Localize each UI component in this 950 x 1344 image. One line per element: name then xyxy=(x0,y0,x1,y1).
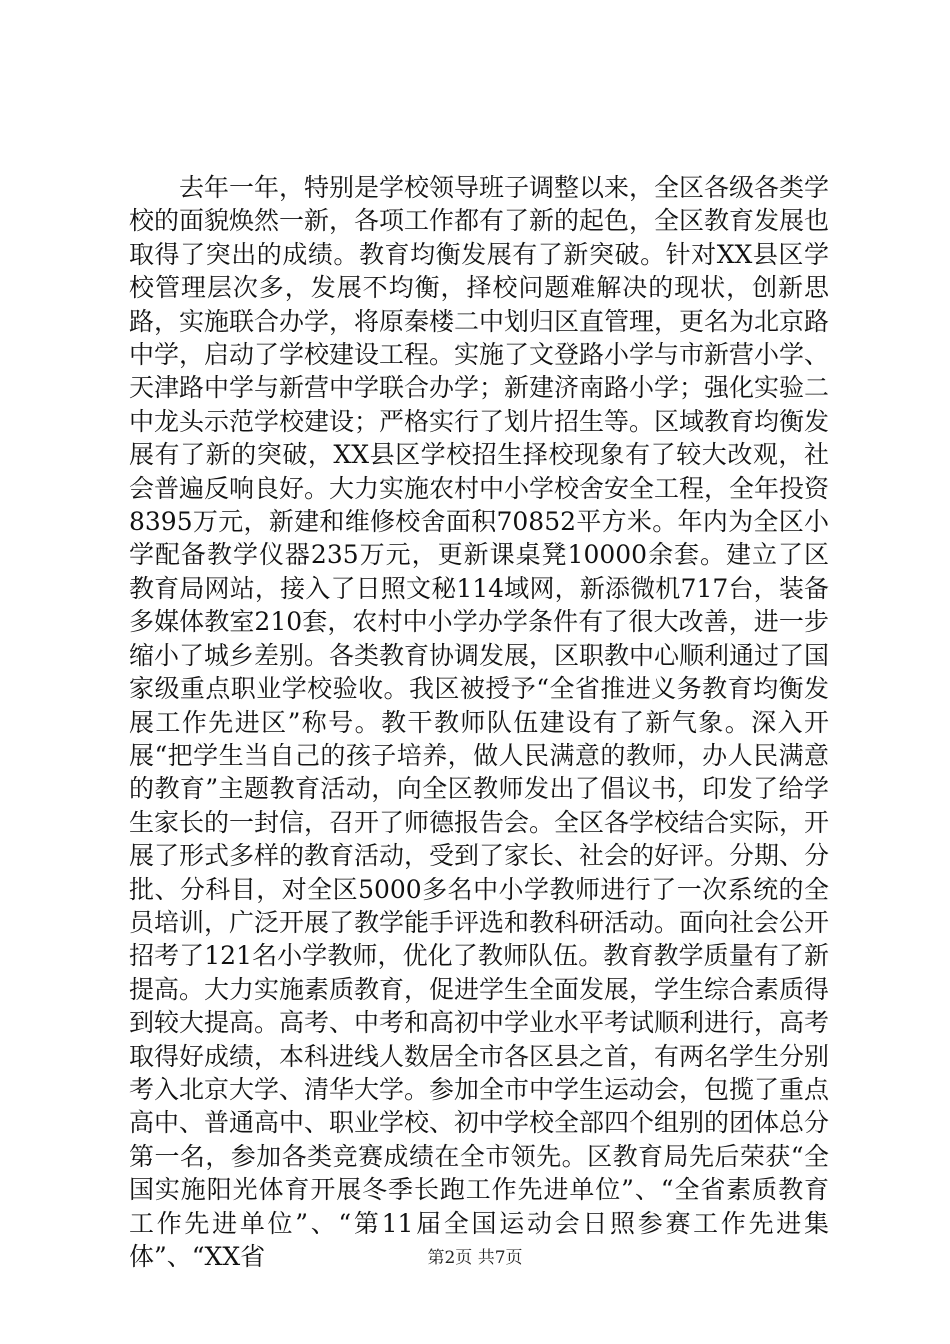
page-number-footer: 第2页 共7页 xyxy=(427,1248,523,1268)
body-paragraph: 去年一年，特别是学校领导班子调整以来，全区各级各类学校的面貌焕然一新，各项工作都有了新的起色，全区教育发展也取得了突出的成绩。教育均衡发展有了新突破。针对XX县区学校管理层次多，发展不均衡，择校问题难解决的现状，创新思路，实施联合办学，将原秦楼二中划归区直管理，更名为北京路中学，启动了学校建设工程。实施了文登路小学与市新营小学、天津路中学与新营中学联合办学；新建济南路小学；强化实验二中龙头示范学校建设；严格实行了划片招生等。区域教育均衡发展有了新的突破，XX县区学校招生择校现象有了较大改观，社会普遍反响良好。大力实施农村中小学校舍安全工程，全年投资8395万元，新建和维修校舍面积70852平方米。年内为全区小学配备教学仪器235万元，更新课桌凳10000余套。建立了区教育局网站，接入了日照文秘114域网，新添微机717台，装备多媒体教室210套，农村中小学办学条件有了很大改善，进一步缩小了城乡差别。各类教育协调发展，区职教中心顺利通过了国家级重点职业学校验收。我区被授予“全省推进义务教育均衡发展工作先进区”称号。教干教师队伍建设有了新气象。深入开展“把学生当自己的孩子培养，做人民满意的教师，办人民满意的教育”主题教育活动，向全区教师发出了倡议书，印发了给学生家长的一封信，召开了师德报告会。全区各学校结合实际，开展了形式多样的教育活动，受到了家长、社会的好评。分期、分批、分科目，对全区5000多名中小学教师进行了一次系统的全员培训，广泛开展了教学能手评选和教科研活动。面向社会公开招考了121名小学教师，优化了教师队伍。教育教学质量有了新提高。大力实施素质教育，促进学生全面发展，学生综合素质得到较大提高。高考、中考和高初中学业水平考试顺利进行，高考取得好成绩，本科进线人数居全市各区县之首，有两名学生分别考入北京大学、清华大学。参加全市中学生运动会，包揽了重点高中、普通高中、职业学校、初中学校全部四个组别的团体总分第一名，参加各类竞赛成绩在全市领先。区教育局先后荣获“全国实施阳光体育开展冬季长跑工作先进单位”、“全省素质教育工作先进单位”、“第11届全国运动会日照参赛工作先进集体”、“XX省 xyxy=(129,173,830,1271)
